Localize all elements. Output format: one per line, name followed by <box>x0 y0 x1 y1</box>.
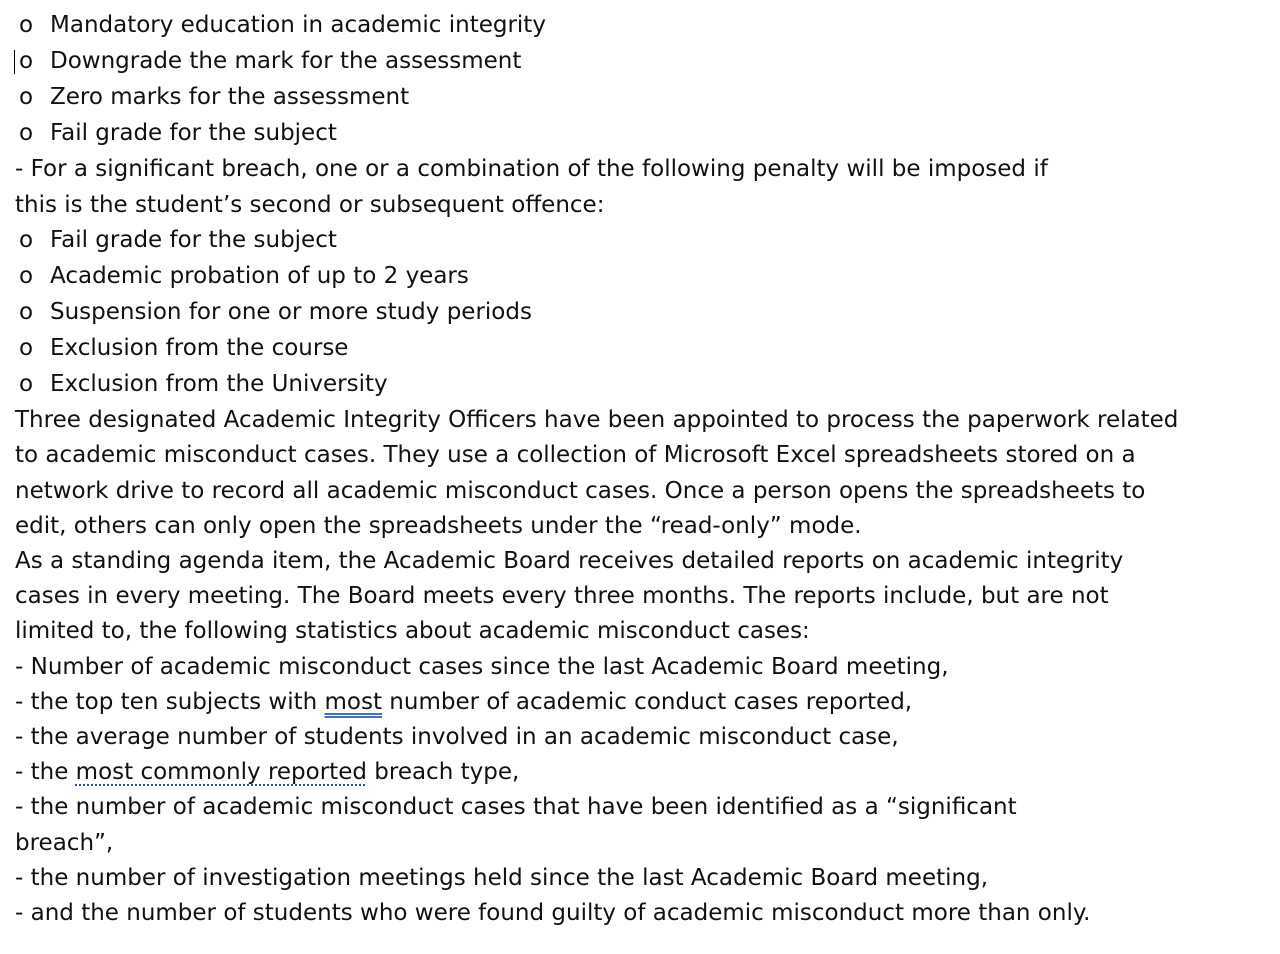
stat-text: breach type, <box>366 759 520 785</box>
stat-item: - Number of academic misconduct cases since the last Academic Board meeting, <box>15 654 949 680</box>
stat-item: - and the number of students who were found guilty of academic misconduct more than only. <box>15 900 1091 926</box>
list-item-text: Zero marks for the assessment <box>50 84 410 110</box>
paragraph-line: network drive to record all academic misconduct cases. Once a person opens the spreadsheets to <box>15 478 1146 504</box>
style-flagged-phrase[interactable]: most commonly reported <box>75 759 367 785</box>
list-item-text: Suspension for one or more study periods <box>50 299 532 325</box>
list-item-text: Mandatory education in academic integrity <box>50 12 546 38</box>
hollow-bullet-icon: o <box>18 263 34 289</box>
significant-breach-line-1: - For a significant breach, one or a combination of the following penalty will be imposed if <box>15 156 1048 182</box>
paragraph-line: to academic misconduct cases. They use a collection of Microsoft Excel spreadsheets stored on a <box>15 442 1136 468</box>
paragraph-line: edit, others can only open the spreadsheets under the “read-only” mode. <box>15 513 862 539</box>
hollow-bullet-icon: o <box>18 12 34 38</box>
hollow-bullet-icon: o <box>18 335 34 361</box>
list-item-text: Fail grade for the subject <box>50 227 337 253</box>
stat-item: - the average number of students involved in an academic misconduct case, <box>15 724 899 750</box>
stat-item <box>15 685 912 719</box>
stat-item: - the number of investigation meetings held since the last Academic Board meeting, <box>15 865 989 891</box>
hollow-bullet-icon: o <box>18 371 34 397</box>
paragraph-line: cases in every meeting. The Board meets every three months. The reports include, but are not <box>15 583 1109 609</box>
stat-item <box>15 755 519 789</box>
stat-text: - the top ten subjects with <box>15 689 325 715</box>
list-item-text: Fail grade for the subject <box>50 120 337 146</box>
hollow-bullet-icon: o <box>18 299 34 325</box>
paragraph-line: As a standing agenda item, the Academic Board receives detailed reports on academic integrity <box>15 548 1124 574</box>
grammar-flagged-word[interactable]: most <box>324 689 382 715</box>
paragraph-line: limited to, the following statistics about academic misconduct cases: <box>15 618 810 644</box>
hollow-bullet-icon: o <box>18 84 34 110</box>
stat-text: - the <box>15 759 76 785</box>
stat-item-continuation: breach”, <box>15 830 114 856</box>
list-item-text: Exclusion from the University <box>50 371 388 397</box>
stat-item: - the number of academic misconduct cases that have been identified as a “significant <box>15 794 1017 820</box>
hollow-bullet-icon: o <box>18 120 34 146</box>
stat-text: number of academic conduct cases reported, <box>381 689 913 715</box>
list-item-text: Downgrade the mark for the assessment <box>50 48 522 74</box>
significant-breach-line-2: this is the student’s second or subsequent offence: <box>15 192 605 218</box>
list-item-text: Exclusion from the course <box>50 335 349 361</box>
list-item-text: Academic probation of up to 2 years <box>50 263 469 289</box>
hollow-bullet-icon: o <box>18 227 34 253</box>
paragraph-line: Three designated Academic Integrity Officers have been appointed to process the paperwork related <box>15 407 1179 433</box>
hollow-bullet-icon: o <box>18 48 34 74</box>
